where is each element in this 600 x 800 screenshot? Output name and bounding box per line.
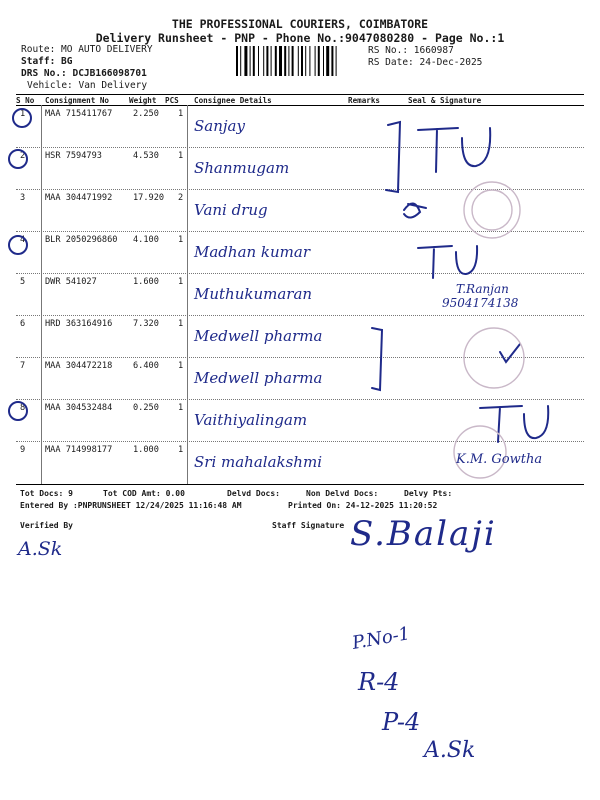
rs-date: RS Date: 24-Dec-2025: [368, 57, 483, 68]
bracket-rows-6-7: [372, 328, 382, 390]
note-p-no: P.No-1: [350, 623, 412, 654]
route-label: Route: MO AUTO DELIVERY: [21, 44, 153, 55]
note-p-4: P-4: [382, 708, 421, 736]
cell-consignment: DWR 541027: [45, 277, 97, 287]
col-seal: Seal & Signature: [408, 96, 482, 105]
cell-pcs: 1: [178, 151, 184, 161]
sign-mark-row4: [418, 246, 477, 278]
sign-mark-row1: [418, 128, 490, 172]
cell-weight: 7.320: [133, 319, 159, 329]
tot-cod: Tot COD Amt: 0.00: [103, 489, 185, 498]
col-weight: Weight: [129, 96, 157, 105]
cell-weight: 17.920: [133, 193, 165, 203]
cell-consignee: Muthukumaran: [194, 285, 313, 303]
cell-pcs: 1: [178, 403, 184, 413]
delvd-docs: Delvd Docs:: [227, 489, 280, 498]
tot-docs: Tot Docs: 9: [20, 489, 73, 498]
cell-consignment: HRD 363164916: [45, 319, 113, 329]
cell-consignee: Medwell pharma: [194, 369, 323, 387]
row9-signer-name: K.M. Gowtha: [456, 452, 543, 467]
cell-consignment: MAA 715411767: [45, 109, 113, 119]
col-consignee: Consignee Details: [194, 96, 272, 105]
vehicle-label: Vehicle: Van Delivery: [27, 80, 148, 91]
drs-label: DRS No.: DCJB166098701: [21, 68, 147, 79]
cell-consignment: BLR 2050296860: [45, 235, 118, 245]
note-r-4: R-4: [358, 668, 400, 696]
bracket-rows-1-2: [386, 122, 400, 192]
cell-consignee: Vani drug: [194, 201, 268, 219]
cell-consignment: HSR 7594793: [45, 151, 102, 161]
sno-circle-2: [9, 150, 27, 168]
staff-label: Staff: BG: [21, 56, 73, 67]
cell-sno: 3: [20, 193, 26, 203]
staff-signature-label: Staff Signature: [272, 521, 345, 530]
col-sno: S No: [16, 96, 35, 105]
cell-pcs: 1: [178, 235, 184, 245]
cell-weight: 1.000: [133, 445, 159, 455]
cell-sno: 7: [20, 361, 26, 371]
cell-sno: 8: [20, 403, 26, 413]
cell-pcs: 1: [178, 445, 184, 455]
cell-consignment: MAA 714998177: [45, 445, 113, 455]
cell-weight: 1.600: [133, 277, 159, 287]
cell-consignee: Shanmugam: [194, 159, 290, 177]
sno-circle-8: [9, 402, 27, 420]
cell-consignee: Vaithiyalingam: [194, 411, 308, 429]
cell-consignment: MAA 304532484: [45, 403, 113, 413]
cell-consignee: Sri mahalakshmi: [194, 453, 322, 471]
cell-weight: 4.530: [133, 151, 159, 161]
cell-weight: 4.100: [133, 235, 159, 245]
staff-handwritten-signature: S.Balaji: [350, 514, 497, 554]
entered-by: Entered By :PNPRUNSHEET 12/24/2025 11:16:48 AM: [20, 501, 242, 510]
cell-consignee: Madhan kumar: [194, 243, 311, 261]
note-initials: A.Sk: [424, 738, 476, 763]
row5-signer-phone: 9504174138: [442, 296, 519, 310]
cell-sno: 5: [20, 277, 26, 287]
company-name: THE PROFESSIONAL COURIERS, COIMBATORE: [171, 17, 429, 31]
cell-consignment: MAA 304472218: [45, 361, 113, 371]
cell-consignee: Medwell pharma: [194, 327, 323, 345]
cell-sno: 6: [20, 319, 26, 329]
cell-consignee: Sanjay: [194, 117, 245, 135]
non-delvd-docs: Non Delvd Docs:: [306, 489, 379, 498]
cell-weight: 0.250: [133, 403, 159, 413]
cell-pcs: 2: [178, 193, 184, 203]
verified-initials: A.Sk: [18, 538, 63, 560]
cell-pcs: 1: [178, 109, 184, 119]
row5-signer-name: T.Ranjan: [456, 282, 509, 296]
col-remarks: Remarks: [348, 96, 381, 105]
cell-consignment: MAA 304471992: [45, 193, 113, 203]
sno-circle-1: [13, 109, 31, 127]
cell-weight: 2.250: [133, 109, 159, 119]
col-consignment: Consignment No: [45, 96, 110, 105]
cell-sno: 4: [20, 235, 26, 245]
cell-pcs: 1: [178, 361, 184, 371]
sno-circle-4: [9, 236, 27, 254]
runsheet-title: Delivery Runsheet - PNP - Phone No.:9047080280 - Page No.:1: [95, 31, 505, 45]
stamp-row7: [464, 328, 524, 388]
stamp-inner-row3: [472, 190, 512, 230]
verified-by-label: Verified By: [20, 521, 73, 530]
sign-mark-row8: [480, 406, 548, 442]
scribble-row3: [404, 203, 426, 217]
col-pcs: PCS: [165, 96, 179, 105]
cell-sno: 9: [20, 445, 26, 455]
delvy-pts: Delvy Pts:: [404, 489, 453, 498]
cell-weight: 6.400: [133, 361, 159, 371]
cell-sno: 1: [20, 109, 26, 119]
cell-pcs: 1: [178, 277, 184, 287]
rs-number: RS No.: 1660987: [368, 45, 454, 56]
check-row7: [500, 344, 520, 362]
cell-sno: 2: [20, 151, 26, 161]
printed-on: Printed On: 24-12-2025 11:20:52: [288, 501, 438, 510]
cell-pcs: 1: [178, 319, 184, 329]
